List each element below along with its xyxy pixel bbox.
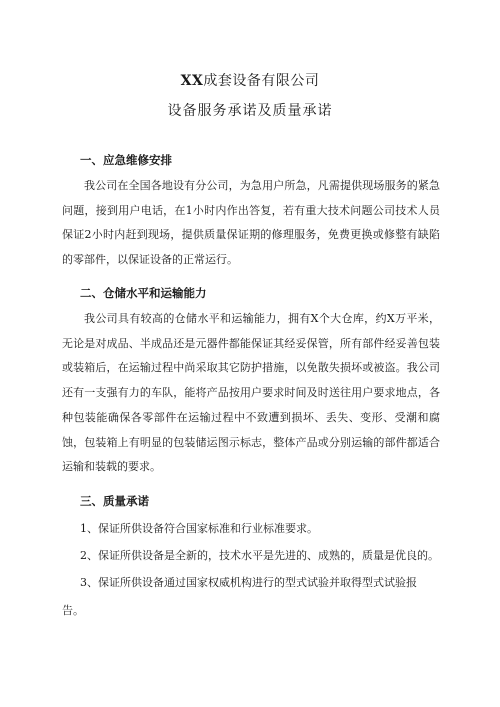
company-prefix: XX — [180, 73, 204, 89]
quality-item-3: 3、保证所供设备通过国家权威机构进行的型式试验并取得型式试验报 — [80, 576, 417, 589]
section-text-storage-transport: 我公司具有较高的仓储水平和运输能力，拥有X个大仓库，约X万平米，无论是对成品、半成品还是元器件都能保证其经妥保管，所有部件经妥善包装或装箱后，在运输过程中尚采取其它防护措施，以免散失损坏或被盗。我公司还有一支强有力的车队，能将产品按用户要求时间及时送往用户要求地点，各种包装能确保各零部件在运输过程中不致遭到损坏、丢失、变形、受潮和腐蚀，包装箱上有明显的包装储运图示标志，整体产品或分别运输的部件都适合运输和装载的要求。 — [62, 312, 440, 474]
company-title — [0, 70, 500, 90]
section-heading-emergency-repair: 一、应急维修安排 — [80, 153, 172, 167]
company-name: 成套设备有限公司 — [203, 73, 320, 89]
quality-item-3-continuation: 告。 — [62, 604, 84, 617]
quality-item-1: 1、保证所供设备符合国家标准和行业标准要求。 — [80, 522, 318, 535]
section-text-emergency-repair: 我公司在全国各地设有分公司，为急用户所急，凡需提供现场服务的紧急问题，接到用户电话，在1小时内作出答复，若有重大技术问题公司技术人员保证2小时内赶到现场，提供质量保证期的修理服务，免费更换或修整有缺陷的零部件，以保证设备的正常运行。 — [62, 179, 440, 267]
section-heading-quality-commitment: 三、质量承诺 — [80, 494, 149, 508]
document-title: 设备服务承诺及质量承诺 — [167, 103, 333, 119]
section-heading-storage-transport: 二、仓储水平和运输能力 — [80, 286, 207, 300]
quality-item-2: 2、保证所供设备是全新的，技术水平是先进的、成熟的，质量是优良的。 — [80, 549, 439, 562]
